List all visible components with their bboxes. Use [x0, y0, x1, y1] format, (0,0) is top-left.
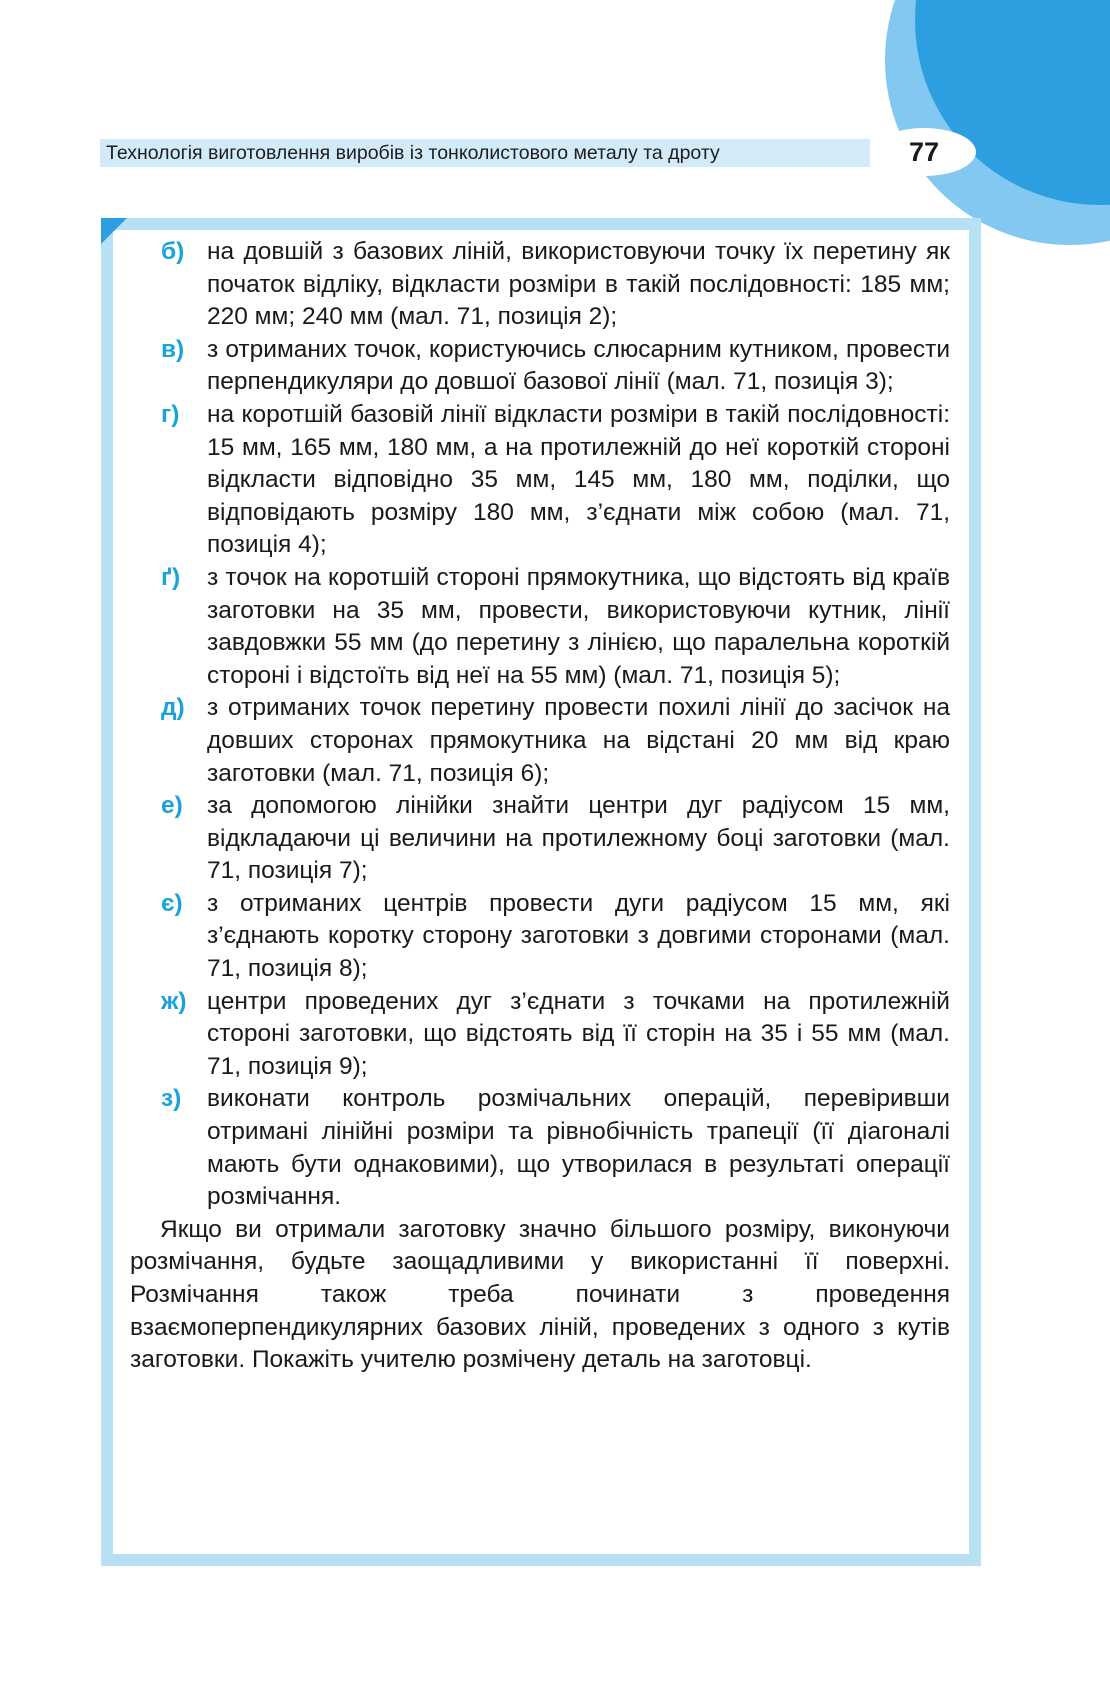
list-item-label: з) — [161, 1085, 182, 1113]
list-item-text: з точок на коротшій стороні прямокутника, що відстоять від країв заготовки на 35 мм, провести, використовуючи кутник, лінії завдовжки 55 мм (до перетину з лінією, що паралельна короткій стороні і відстоїть від неї на 55 мм) (мал. 71, позиція 5); — [207, 563, 950, 689]
list-item-text: з отриманих точок перетину провести похилі лінії до засічок на довших сторонах прямокутника на відстані 20 мм від краю заготовки (мал. 71, позиція 6); — [207, 694, 950, 787]
list-item-label: е) — [161, 792, 183, 820]
list-item-label: ґ) — [161, 563, 181, 591]
page-number: 77 — [908, 137, 940, 167]
closing-paragraph: Якщо ви отримали заготовку значно більшого розміру, виконуючи розмічання, будьте заощадливими у використанні її поверхні. Розмічання також треба починати з проведення взаємоперпендикулярних базових ліній, проведених з одного з кутів заготовки. Покажіть учителю розмічену деталь на заготовці. — [130, 1215, 950, 1374]
list-item-text: з отриманих центрів провести дуги радіусом 15 мм, які з’єднають коротку сторону заготовки з довгими сторонами (мал. 71, позиція 8); — [207, 889, 950, 983]
list-item-text: виконати контроль розмічальних операцій, перевіривши отримані лінійні розміри та рівнобічність трапеції (її діагоналі мають бути однаковими), що утворилася в результаті операції розмічання. — [207, 1085, 950, 1211]
list-item — [130, 236, 950, 334]
list-item-text: центри проведених дуг з’єднати з точками на протилежній стороні заготовки, що відстоять від її сторін на 35 і 55 мм (мал. 71, позиція 9); — [207, 987, 950, 1080]
list-item-text: з отриманих точок, користуючись слюсарним кутником, провести перпендикуляри до довшої базової лінії (мал. 71, позиція 3); — [207, 335, 950, 396]
list-item — [130, 334, 950, 399]
list-item-label: б) — [161, 238, 185, 265]
list-item — [130, 790, 950, 888]
list-item — [130, 986, 950, 1084]
list-item-label: є) — [161, 889, 183, 917]
list-item — [130, 1083, 950, 1213]
running-header-title: Технологія виготовлення виробів із тонколистового металу та дроту — [106, 142, 720, 164]
list-item-label: д) — [161, 694, 185, 722]
list-item-label: в) — [161, 335, 185, 363]
corner-fold-decoration — [101, 218, 127, 244]
list-item-text: на коротшій базовій лінії відкласти розміри в такій послідовності: 15 мм, 165 мм, 180 мм, а на протилежній до неї короткій стороні відкласти відповідно 35 мм, 145 мм, 180 мм, поділки, що відповідають розміру 180 мм, з’єднати між собою (мал. 71, позиція 4); — [207, 400, 950, 559]
list-item — [130, 692, 950, 790]
list-item-label: г) — [161, 400, 180, 428]
list-item — [130, 399, 950, 562]
list-item — [130, 888, 950, 986]
list-item-text: за допомогою лінійки знайти центри дуг радіусом 15 мм, відкладаючи ці величини на протилежному боці заготовки (мал. 71, позиція 7); — [207, 792, 950, 885]
list-item — [130, 562, 950, 692]
page-content — [130, 236, 950, 1377]
list-item-label: ж) — [161, 987, 187, 1015]
list-item-text: на довшій з базових ліній, використовуючи точку їх перетину як початок відліку, відкласти розміри в такій послідовності: 185 мм; 220 мм; 240 мм (мал. 71, позиція 2); — [207, 238, 950, 331]
